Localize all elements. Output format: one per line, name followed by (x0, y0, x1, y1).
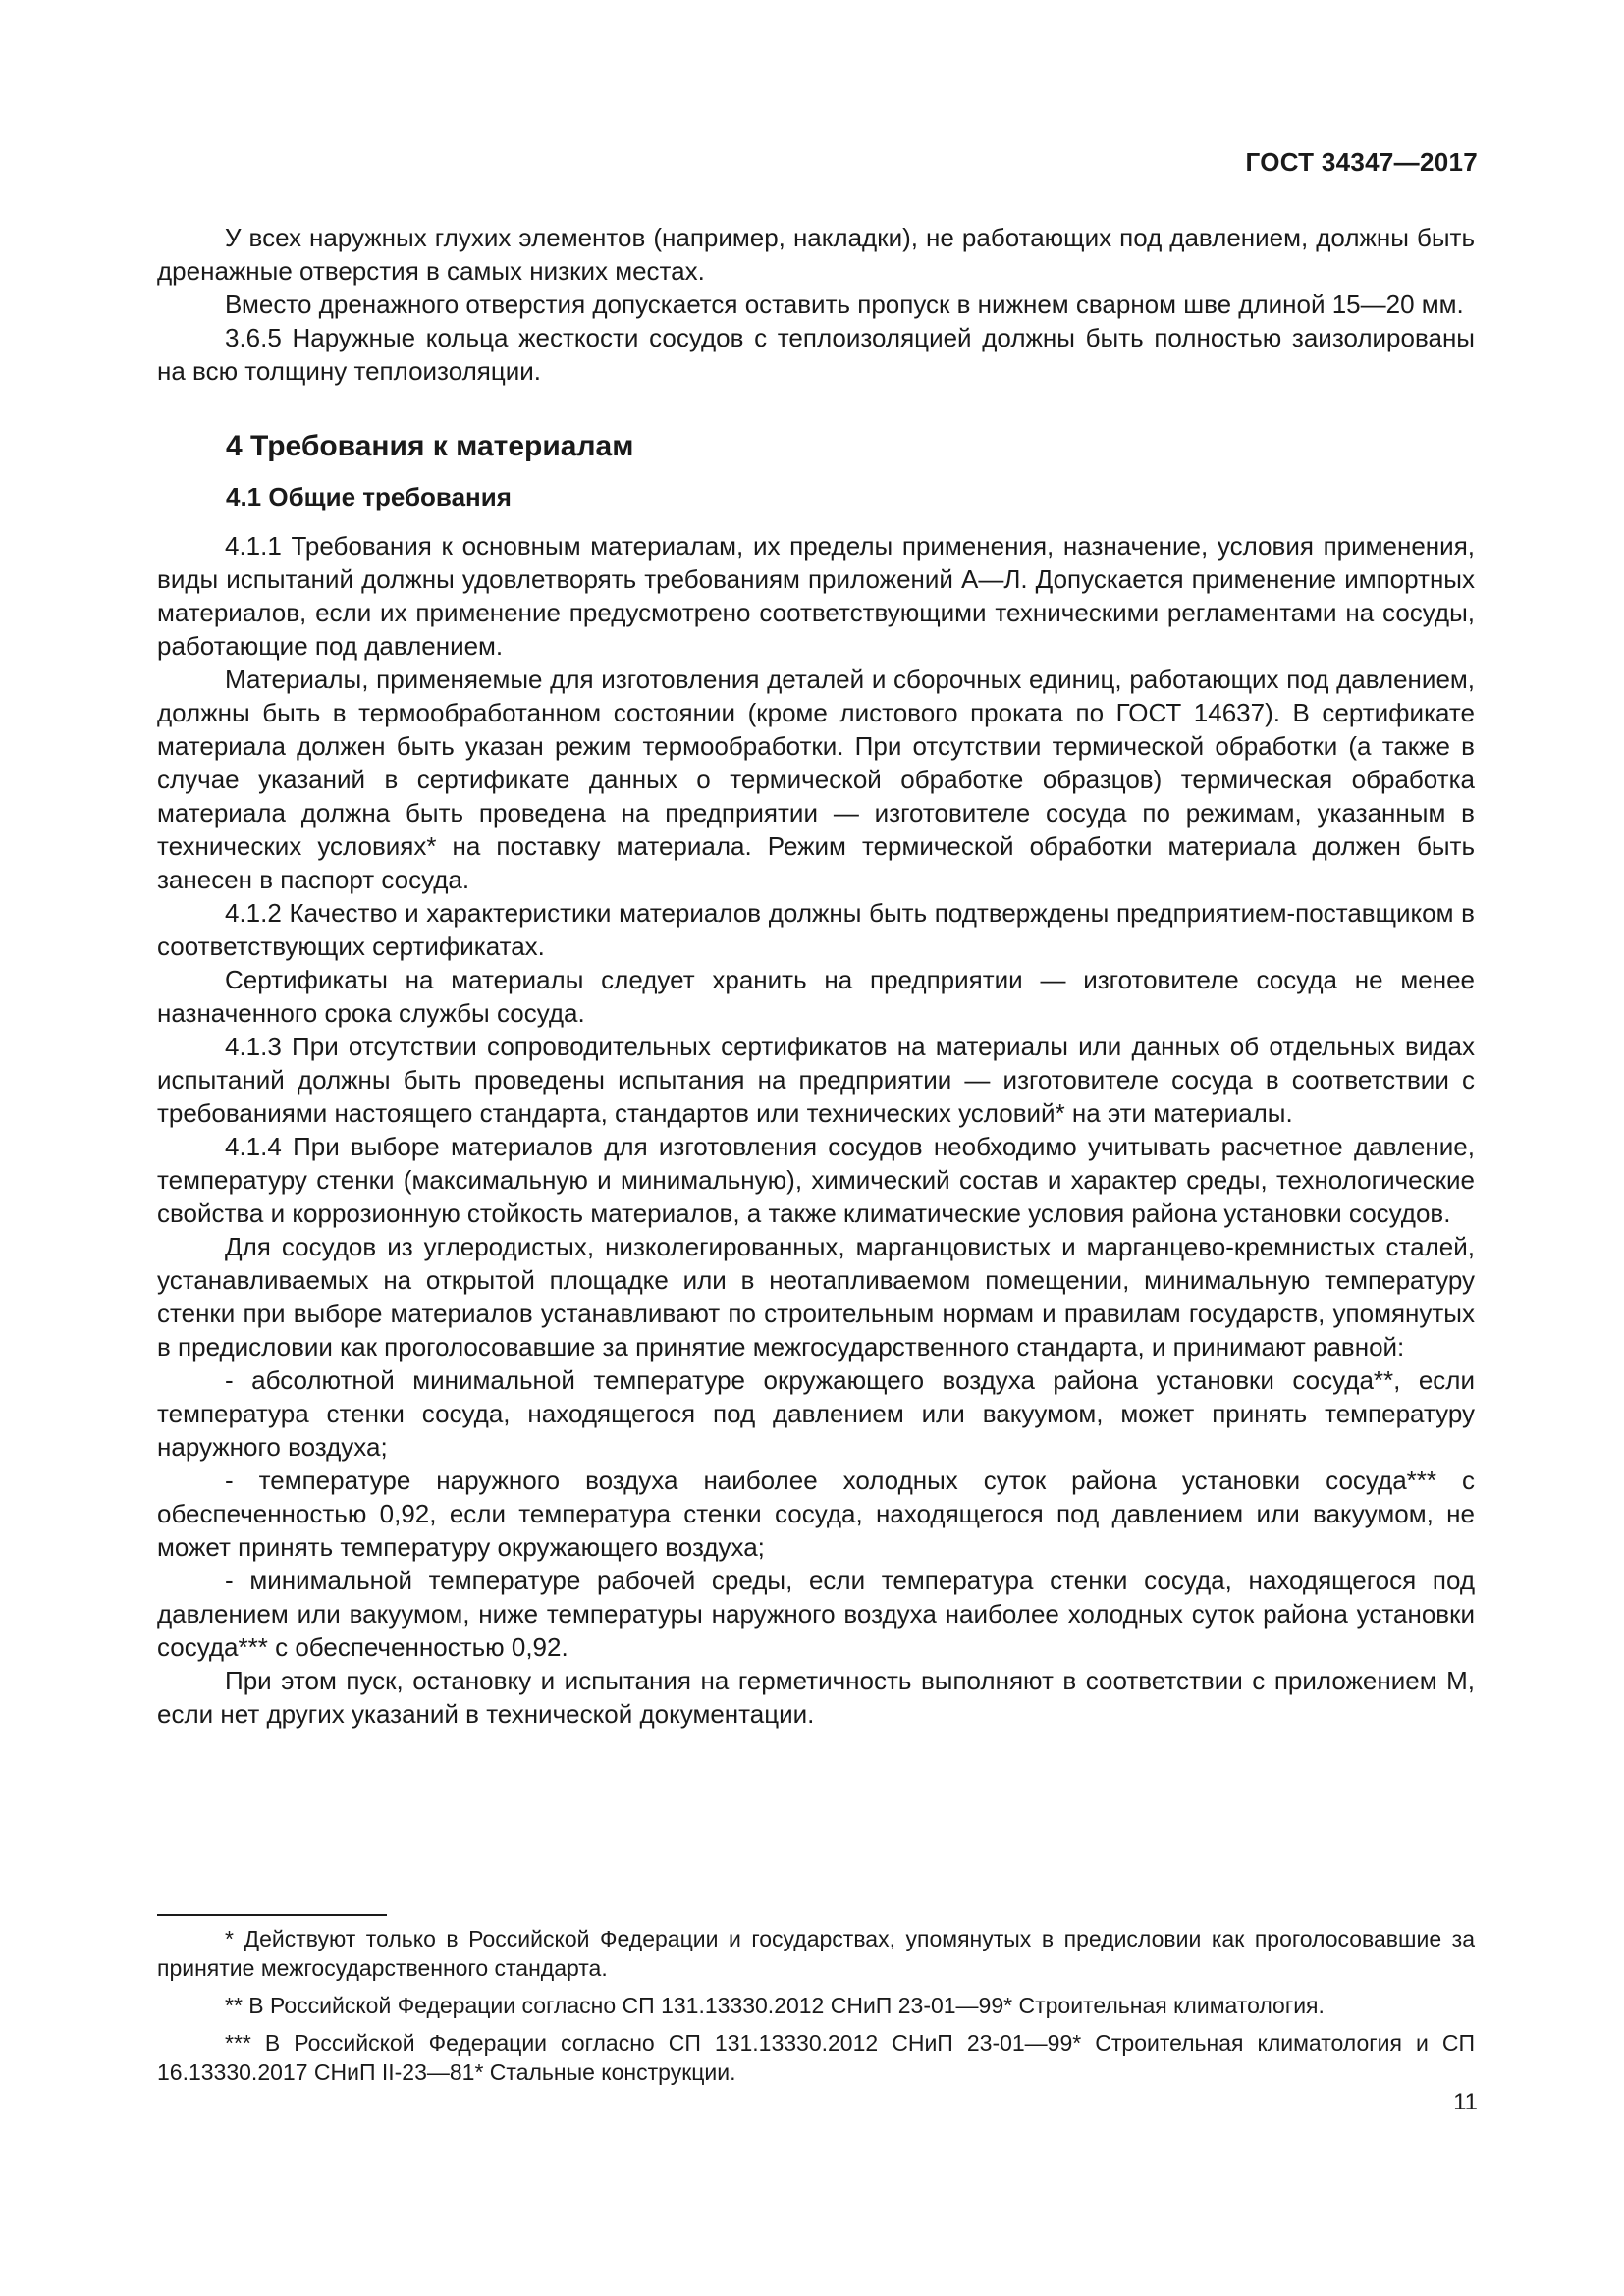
document-header: ГОСТ 34347—2017 (1245, 147, 1478, 177)
paragraph: Вместо дренажного отверстия допускается оставить пропуск в нижнем сварном шве длиной 15—20 мм. (225, 290, 1464, 319)
paragraph: 4.1.3 При отсутствии сопроводительных сертификатов на материалы или данных об отдельных видах испытаний должны быть проведены испытания на предприятии — изготовителе сосуда в соответствии с требованиями настоящего стандарта, стандартов или технических условий* на эти материалы. (157, 1032, 1475, 1128)
paragraph: Для сосудов из углеродистых, низколегированных, марганцовистых и марганцево-кремнистых сталей, устанавливаемых на открытой площадке или в неотапливаемом помещении, минимальную температуру стенки при выборе материалов устанавливают по строительным нормам и правилам государств, упомянутых в предисловии как проголосовавшие за принятие межгосударственного стандарта, и принимают равной: (157, 1232, 1475, 1362)
footnote: *** В Российской Федерации согласно СП 131.13330.2012 СНиП 23-01—99* Строительная климатология и СП 16.13330.2017 СНиП II-23—81* Стальные конструкции. (157, 2030, 1475, 2085)
footnote: * Действуют только в Российской Федерации и государствах, упомянутых в предисловии как проголосовавшие за принятие межгосударственного стандарта. (157, 1926, 1475, 1981)
footnotes (157, 1924, 1475, 2095)
paragraph: У всех наружных глухих элементов (например, накладки), не работающих под давлением, должны быть дренажные отверстия в самых низких местах. (157, 223, 1475, 286)
paragraph: При этом пуск, остановку и испытания на герметичность выполняют в соответствии с приложением М, если нет других указаний в технической документации. (157, 1666, 1475, 1729)
paragraph: Материалы, применяемые для изготовления деталей и сборочных единиц, работающих под давлением, должны быть в термообработанном состоянии (кроме листового проката по ГОСТ 14637). В сертификате материала должен быть указан режим термообработки. При отсутствии термической обработки (а также в случае указаний в сертификате данных о термической обработке образцов) термическая обработка материала должна быть проведена на предприятии — изготовителе сосуда по режимам, указанным в технических условиях* на поставку материала. Режим термической обработки материала должен быть занесен в паспорт сосуда. (157, 665, 1475, 894)
paragraph: 4.1.2 Качество и характеристики материалов должны быть подтверждены предприятием-поставщиком в соответствующих сертификатах. (157, 898, 1475, 961)
section-title: 4 Требования к материалам (226, 430, 634, 462)
paragraph: 4.1.4 При выборе материалов для изготовления сосудов необходимо учитывать расчетное давление, температуру стенки (максимальную и минимальную), химический состав и характер среды, технологические свойства и коррозионную стойкость материалов, а также климатические условия района установки сосудов. (157, 1132, 1475, 1228)
page-number: 11 (1453, 2089, 1478, 2115)
list-item: - абсолютной минимальной температуре окружающего воздуха района установки сосуда**, если температура стенки сосуда, находящегося под давлением или вакуумом, может принять температуру наружного воздуха; (157, 1365, 1475, 1462)
subsection-title: 4.1 Общие требования (226, 482, 512, 511)
main-content (157, 221, 1475, 1731)
list-item: - температуре наружного воздуха наиболее холодных суток района установки сосуда*** с обеспеченностью 0,92, если температура стенки сосуда, находящегося под давлением или вакуумом, не может принять температуру окружающего воздуха; (157, 1466, 1475, 1562)
paragraph: Сертификаты на материалы следует хранить на предприятии — изготовителе сосуда не менее назначенного срока службы сосуда. (157, 965, 1475, 1028)
paragraph: 3.6.5 Наружные кольца жесткости сосудов с теплоизоляцией должны быть полностью заизолированы на всю толщину теплоизоляции. (157, 323, 1475, 386)
paragraph: 4.1.1 Требования к основным материалам, их пределы применения, назначение, условия применения, виды испытаний должны удовлетворять требованиям приложений А—Л. Допускается применение импортных материалов, если их применение предусмотрено соответствующими техническими регламентами на сосуды, работающие под давлением. (157, 531, 1475, 661)
footnote: ** В Российской Федерации согласно СП 131.13330.2012 СНиП 23-01—99* Строительная климатология. (225, 1993, 1325, 2018)
list-item: - минимальной температуре рабочей среды, если температура стенки сосуда, находящегося под давлением или вакуумом, ниже температуры наружного воздуха наиболее холодных суток района установки сосуда*** с обеспеченностью 0,92. (157, 1566, 1475, 1662)
footnote-divider (157, 1914, 387, 1916)
